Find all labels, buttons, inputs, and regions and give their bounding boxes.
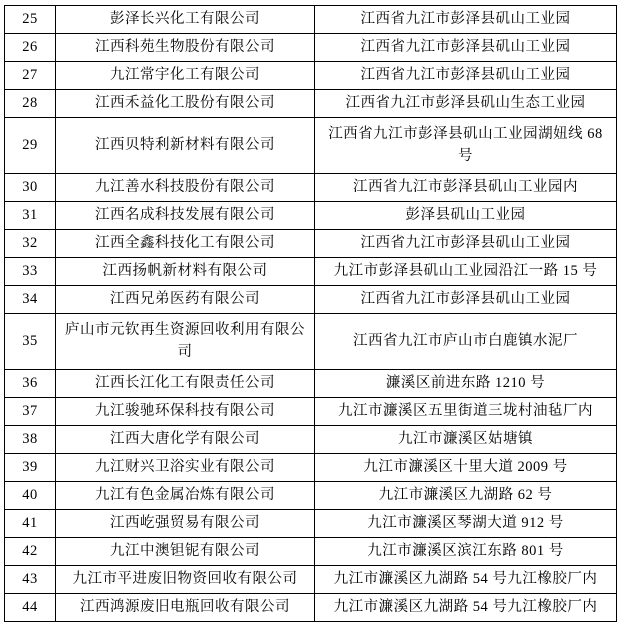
row-number-cell: 35	[5, 314, 56, 370]
company-name-cell: 江西扬帆新材料有限公司	[56, 258, 315, 286]
table-row	[5, 6, 617, 34]
address-cell: 江西省九江市彭泽县矶山工业园	[315, 286, 617, 314]
address-cell: 江西省九江市彭泽县矶山工业园湖妞线 68 号	[315, 118, 617, 174]
row-number-cell: 27	[5, 62, 56, 90]
row-number-cell: 30	[5, 174, 56, 202]
address-cell: 九江市濂溪区九湖路 54 号九江橡胶厂内	[315, 594, 617, 622]
row-number-cell: 34	[5, 286, 56, 314]
row-number-cell: 31	[5, 202, 56, 230]
address-cell: 江西省九江市彭泽县矶山生态工业园	[315, 90, 617, 118]
company-name-cell: 江西大唐化学有限公司	[56, 426, 315, 454]
row-number-cell: 29	[5, 118, 56, 174]
address-cell: 江西省九江市彭泽县矶山工业园	[315, 230, 617, 258]
address-cell: 江西省九江市庐山市白鹿镇水泥厂	[315, 314, 617, 370]
table-row	[5, 174, 617, 202]
document-page	[4, 5, 617, 622]
table-row	[5, 482, 617, 510]
company-name-cell: 江西名成科技发展有限公司	[56, 202, 315, 230]
address-cell: 濂溪区前进东路 1210 号	[315, 370, 617, 398]
address-cell: 九江市濂溪区琴湖大道 912 号	[315, 510, 617, 538]
row-number-cell: 32	[5, 230, 56, 258]
table-row	[5, 34, 617, 62]
company-name-cell: 江西长江化工有限责任公司	[56, 370, 315, 398]
company-name-cell: 彭泽长兴化工有限公司	[56, 6, 315, 34]
company-name-cell: 九江骏驰环保科技有限公司	[56, 398, 315, 426]
company-name-cell: 九江市平进废旧物资回收有限公司	[56, 566, 315, 594]
table-row	[5, 426, 617, 454]
address-cell: 九江市彭泽县矶山工业园沿江一路 15 号	[315, 258, 617, 286]
table-row	[5, 118, 617, 174]
table-row	[5, 454, 617, 482]
row-number-cell: 39	[5, 454, 56, 482]
table-row	[5, 230, 617, 258]
row-number-cell: 36	[5, 370, 56, 398]
company-name-cell: 江西鸿源废旧电瓶回收有限公司	[56, 594, 315, 622]
table-row	[5, 510, 617, 538]
company-name-cell: 九江中澳钽铌有限公司	[56, 538, 315, 566]
company-name-cell: 九江有色金属冶炼有限公司	[56, 482, 315, 510]
row-number-cell: 38	[5, 426, 56, 454]
row-number-cell: 41	[5, 510, 56, 538]
row-number-cell: 40	[5, 482, 56, 510]
address-cell: 彭泽县矶山工业园	[315, 202, 617, 230]
row-number-cell: 42	[5, 538, 56, 566]
company-name-cell: 庐山市元钦再生资源回收利用有限公司	[56, 314, 315, 370]
table-row	[5, 258, 617, 286]
company-name-cell: 江西全鑫科技化工有限公司	[56, 230, 315, 258]
address-cell: 江西省九江市彭泽县矶山工业园	[315, 6, 617, 34]
company-name-cell: 九江常宇化工有限公司	[56, 62, 315, 90]
row-number-cell: 25	[5, 6, 56, 34]
company-name-cell: 江西屹强贸易有限公司	[56, 510, 315, 538]
address-cell: 江西省九江市彭泽县矶山工业园	[315, 34, 617, 62]
row-number-cell: 37	[5, 398, 56, 426]
table-row	[5, 594, 617, 622]
table-row	[5, 90, 617, 118]
address-cell: 九江市濂溪区五里街道三垅村油毡厂内	[315, 398, 617, 426]
address-cell: 九江市濂溪区九湖路 54 号九江橡胶厂内	[315, 566, 617, 594]
table-row	[5, 398, 617, 426]
row-number-cell: 28	[5, 90, 56, 118]
address-cell: 九江市濂溪区滨江东路 801 号	[315, 538, 617, 566]
company-name-cell: 江西贝特利新材料有限公司	[56, 118, 315, 174]
table-row	[5, 370, 617, 398]
row-number-cell: 26	[5, 34, 56, 62]
address-cell: 九江市濂溪区九湖路 62 号	[315, 482, 617, 510]
address-cell: 江西省九江市彭泽县矶山工业园	[315, 62, 617, 90]
company-name-cell: 九江善水科技股份有限公司	[56, 174, 315, 202]
company-table-body	[5, 6, 617, 622]
address-cell: 九江市濂溪区十里大道 2009 号	[315, 454, 617, 482]
table-row	[5, 314, 617, 370]
company-name-cell: 九江财兴卫浴实业有限公司	[56, 454, 315, 482]
table-row	[5, 202, 617, 230]
table-row	[5, 566, 617, 594]
table-row	[5, 538, 617, 566]
row-number-cell: 44	[5, 594, 56, 622]
table-row	[5, 62, 617, 90]
address-cell: 九江市濂溪区姑塘镇	[315, 426, 617, 454]
address-cell: 江西省九江市彭泽县矶山工业园内	[315, 174, 617, 202]
company-name-cell: 江西禾益化工股份有限公司	[56, 90, 315, 118]
company-name-cell: 江西兄弟医药有限公司	[56, 286, 315, 314]
table-row	[5, 286, 617, 314]
row-number-cell: 43	[5, 566, 56, 594]
row-number-cell: 33	[5, 258, 56, 286]
company-address-table	[4, 5, 617, 622]
company-name-cell: 江西科苑生物股份有限公司	[56, 34, 315, 62]
